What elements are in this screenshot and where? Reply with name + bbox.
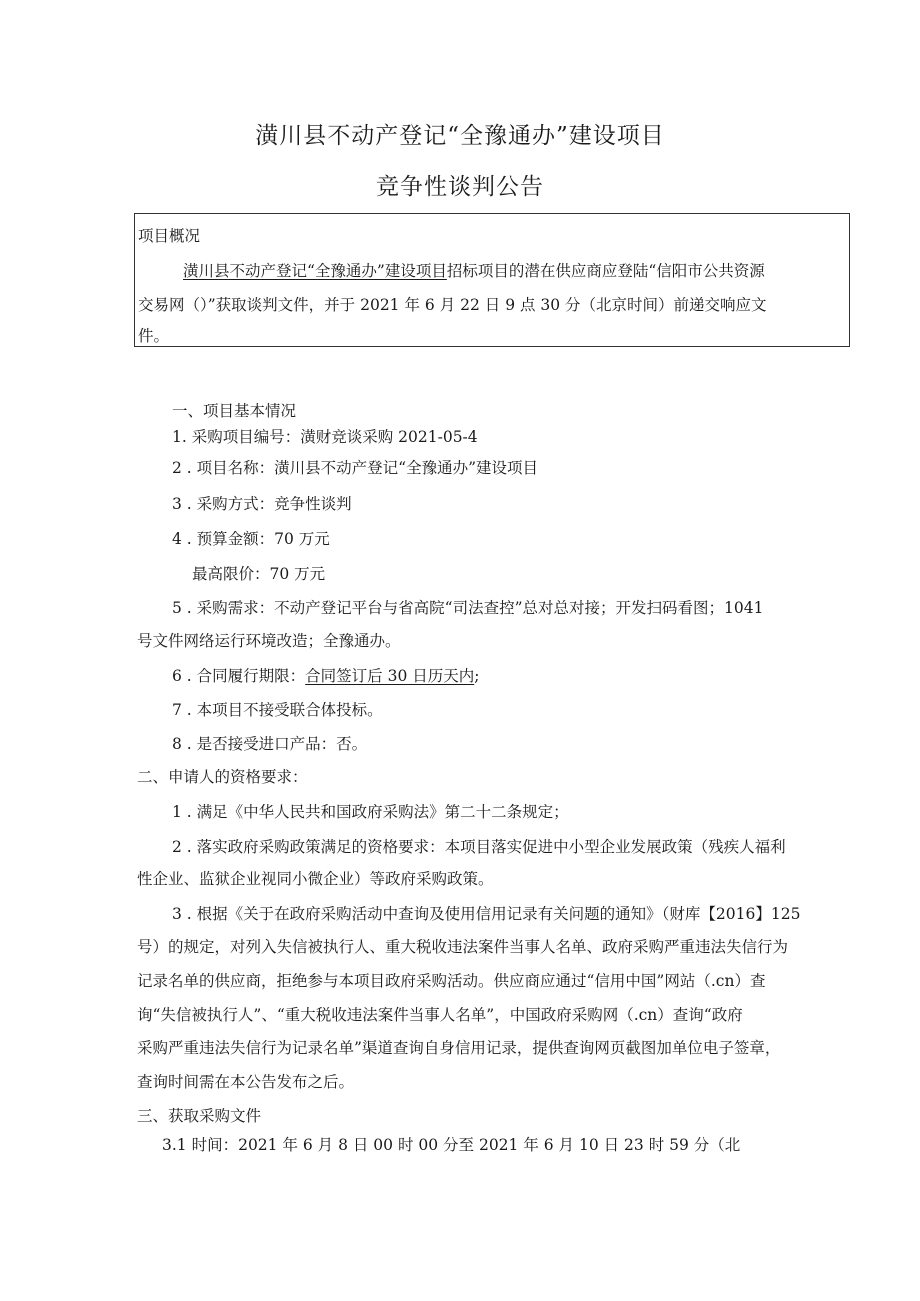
s1-item6-value: 合同签订后 30 日历天内	[305, 667, 475, 685]
section2-heading: 二、申请人的资格要求：	[137, 768, 308, 786]
s1-item5-line1: 5 . 采购需求：不动产登记平台与省高院“司法查控”总对总对接；开发扫码看图；1041	[172, 599, 764, 617]
s1-item3: 3 . 采购方式：竞争性谈判	[172, 495, 352, 513]
s2-item3-line4: 询“失信被执行人”、“重大税收违法案件当事人名单”，中国政府采购网（.cn）查询“政府	[137, 1006, 743, 1024]
s3-item1: 3.1 时间：2021 年 6 月 8 日 00 时 00 分至 2021 年 6 月 10 日 23 时 59 分（北	[162, 1136, 741, 1154]
s1-item7: 7 . 本项目不接受联合体投标。	[172, 701, 383, 719]
s2-item3-line5: 采购严重违法失信行为记录名单”渠道查询自身信用记录，提供查询网页截图加单位电子签章，	[137, 1039, 781, 1057]
document-subtitle: 竞争性谈判公告	[376, 174, 544, 200]
s2-item2-line1: 2 . 落实政府采购政策满足的资格要求：本项目落实促进中小型企业发展政策（残疾人福利	[172, 838, 786, 856]
overview-line1-text: 招标项目的潜在供应商应登陆“信阳市公共资源	[446, 262, 765, 280]
s1-item6-label: 6 . 合同履行期限：	[172, 667, 306, 685]
s1-item6	[172, 666, 479, 686]
s1-item8: 8 . 是否接受进口产品：否。	[172, 735, 368, 753]
s2-item3-line1: 3 . 根据《关于在政府采购活动中查询及使用信用记录有关问题的通知》（财库【2016】125	[172, 905, 801, 923]
overview-heading: 项目概况	[138, 227, 201, 245]
s2-item1: 1 . 满足《中华人民共和国政府采购法》第二十二条规定；	[172, 803, 569, 821]
overview-line1	[183, 261, 765, 281]
s2-item3-line3: 记录名单的供应商，拒绝参与本项目政府采购活动。供应商应通过“信用中国”网站（.cn）查	[137, 972, 766, 990]
s1-item1: 1. 采购项目编号：潢财竞谈采购 2021-05-4	[172, 428, 478, 446]
s1-item5-line2: 号文件网络运行环境改造；全豫通办。	[137, 632, 401, 650]
document-title: 潢川县不动产登记“全豫通办”建设项目	[255, 123, 665, 149]
project-name-link[interactable]: 潢川县不动产登记“全豫通办”建设项目	[183, 262, 447, 280]
s1-item4: 4 . 预算金额：70 万元	[172, 530, 330, 548]
overview-line2: 交易网（）”获取谈判文件，并于 2021 年 6 月 22 日 9 点 30 分（北京时间）前递交响应文	[138, 296, 767, 314]
overview-line3: 件。	[138, 327, 170, 345]
s2-item3-line6: 查询时间需在本公告发布之后。	[137, 1073, 355, 1091]
s1-max-price: 最高限价：70 万元	[192, 565, 326, 583]
s1-item2: 2 . 项目名称：潢川县不动产登记“全豫通办”建设项目	[172, 459, 538, 477]
s1-item6-end: ;	[474, 667, 480, 685]
s2-item3-line2: 号）的规定，对列入失信被执行人、重大税收违法案件当事人名单、政府采购严重违法失信行为	[137, 938, 789, 956]
section1-heading: 一、项目基本情况	[172, 402, 297, 420]
s2-item2-line2: 性企业、监狱企业视同小微企业）等政府采购政策。	[137, 870, 494, 888]
section3-heading: 三、获取采购文件	[137, 1107, 262, 1125]
